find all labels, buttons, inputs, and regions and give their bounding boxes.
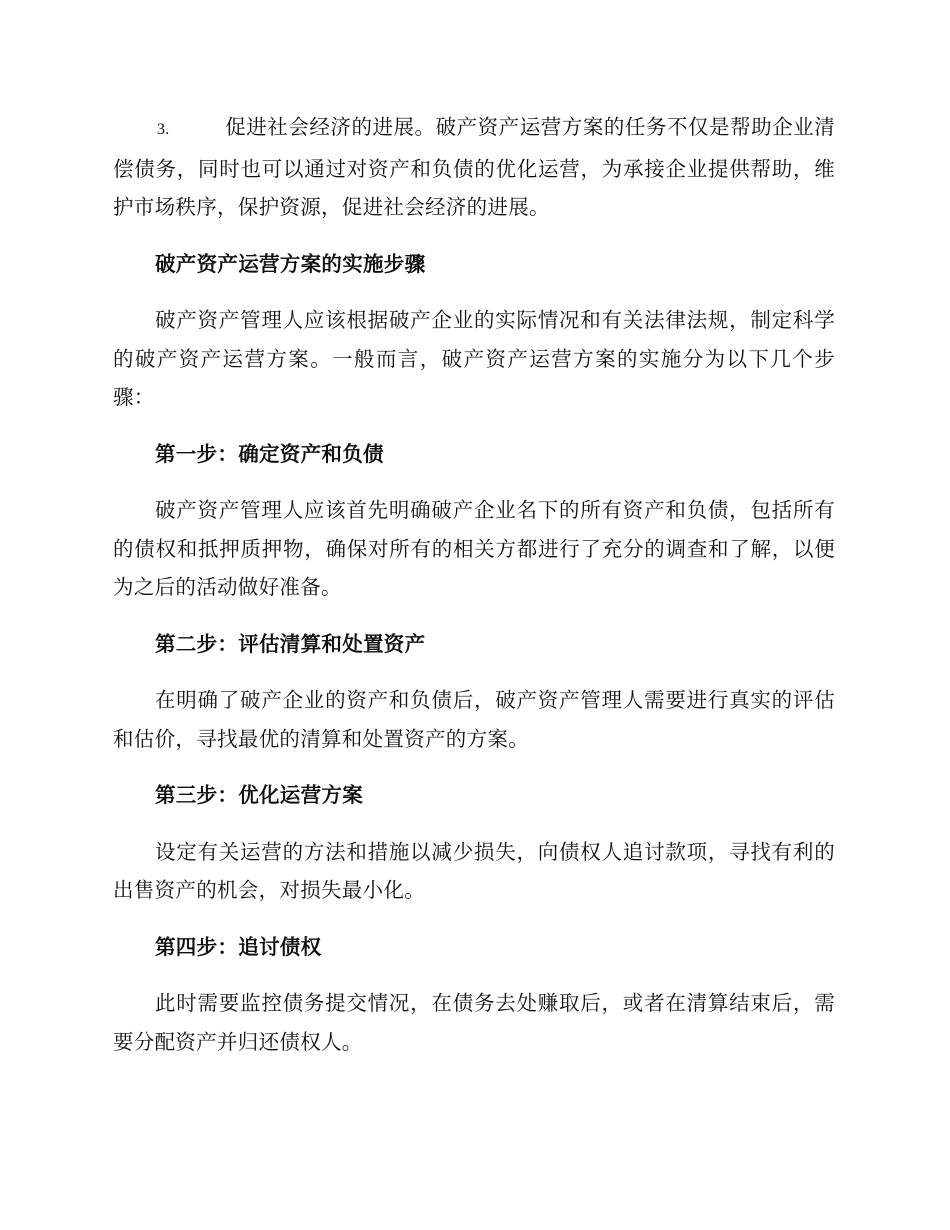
step-1-heading: 第一步：确定资产和负债	[155, 441, 384, 466]
intro-paragraph: 破产资产管理人应该根据破产企业的实际情况和有关法律法规，制定科学的破产资产运营方案。一般而言，破产资产运营方案的实施分为以下几个步骤：	[113, 308, 835, 409]
step-3-body: 设定有关运营的方法和措施以减少损失，向债权人追讨款项，寻找有利的出售资产的机会，对损失最小化。	[113, 839, 835, 902]
list-number: 3.	[157, 121, 170, 138]
document-page	[113, 108, 835, 1079]
step-2-heading: 第二步：评估清算和处置资产	[155, 631, 426, 656]
step-2-body: 在明确了破产企业的资产和负债后，破产资产管理人需要进行真实的评估和估价，寻找最优的清算和处置资产的方案。	[113, 688, 835, 751]
step-4-heading: 第四步：追讨债权	[155, 934, 322, 959]
step-3-heading: 第三步：优化运营方案	[155, 783, 363, 807]
step-1-body: 破产资产管理人应该首先明确破产企业名下的所有资产和负债，包括所有的债权和抵押质押物，确保对所有的相关方都进行了充分的调查和了解，以便为之后的活动做好准备。	[113, 498, 835, 599]
list-item-3	[113, 108, 835, 227]
step-4-body: 此时需要监控债务提交情况，在债务去处赚取后，或者在清算结束后，需要分配资产并归还债权人。	[113, 991, 835, 1054]
section-heading: 破产资产运营方案的实施步骤	[155, 251, 426, 276]
list-item-text: 促进社会经济的进展。破产资产运营方案的任务不仅是帮助企业清偿债务，同时也可以通过对资产和负债的优化运营，为承接企业提供帮助，维护市场秩序，保护资源，促进社会经济的进展。	[113, 115, 835, 219]
